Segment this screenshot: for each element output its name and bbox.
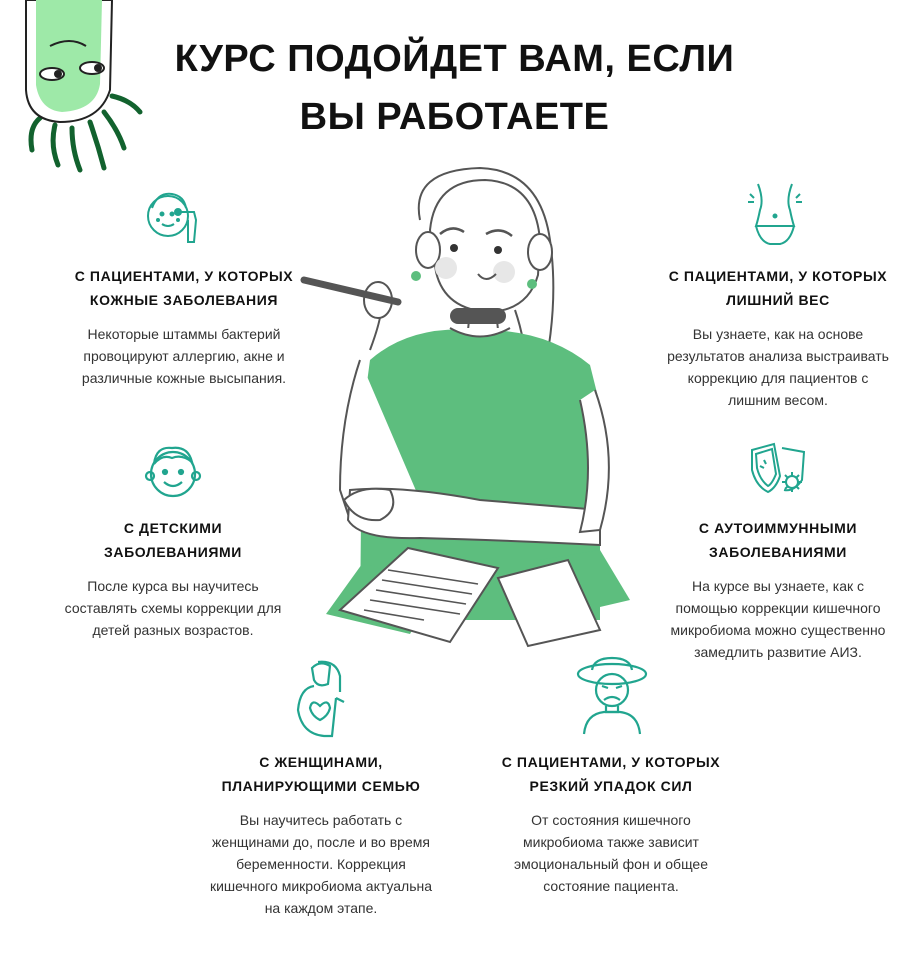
item-text-line: помощью коррекции кишечного	[675, 600, 881, 616]
child-face-icon	[142, 440, 204, 502]
item-heading-line: ПЛАНИРУЮЩИМИ СЕМЬЮ	[221, 778, 421, 794]
skin-face-icon	[142, 184, 204, 246]
item-fatigue	[466, 750, 756, 897]
item-text-line: на каждом этапе.	[264, 900, 378, 916]
item-heading-line: ЛИШНИЙ ВЕС	[726, 292, 830, 308]
item-text-line: микробиома можно существенно	[670, 622, 886, 638]
item-text-line: После курса вы научитесь	[87, 578, 259, 594]
shield-virus-icon	[746, 440, 812, 500]
item-text-line: женщинами до, после и во время	[212, 834, 430, 850]
item-heading-line: С ПАЦИЕНТАМИ, У КОТОРЫХ	[501, 754, 721, 770]
body-weight-icon	[744, 180, 806, 248]
item-text-line: составлять схемы коррекции для	[64, 600, 282, 616]
item-text-line: замедлить развитие АИЗ.	[694, 644, 862, 660]
item-text-line: детей разных возрастов.	[92, 622, 254, 638]
item-heading-line: КОЖНЫЕ ЗАБОЛЕВАНИЯ	[89, 292, 279, 308]
item-skin-diseases	[42, 264, 326, 389]
item-children-diseases	[30, 516, 316, 641]
item-heading-line: ЗАБОЛЕВАНИЯМИ	[104, 544, 242, 560]
item-text-line: микробиома также зависит	[523, 834, 699, 850]
pregnant-woman-icon	[290, 658, 350, 738]
item-heading-line: С АУТОИММУННЫМИ	[698, 520, 858, 536]
item-family-planning	[176, 750, 466, 919]
doctor-woman-illustration	[300, 160, 640, 650]
item-heading-line: С ПАЦИЕНТАМИ, У КОТОРЫХ	[74, 268, 294, 284]
item-text-line: Некоторые штаммы бактерий	[87, 326, 281, 342]
item-heading-line: С ДЕТСКИМИ	[123, 520, 223, 536]
item-text-line: различные кожные высыпания.	[81, 370, 287, 386]
item-text-line: От состояния кишечного	[531, 812, 691, 828]
item-text-line: беременности. Коррекция	[236, 856, 406, 872]
item-text-line: эмоциональный фон и общее	[513, 856, 709, 872]
item-text-line: состояние пациента.	[543, 878, 679, 894]
item-heading-line: ЗАБОЛЕВАНИЯМИ	[709, 544, 847, 560]
item-heading-line: С ЖЕНЩИНАМИ,	[259, 754, 383, 770]
item-text-line: лишним весом.	[728, 392, 828, 408]
item-text-line: провоцируют аллергию, акне и	[83, 348, 285, 364]
item-text-line: коррекцию для пациентов с	[687, 370, 869, 386]
item-text-line: результатов анализа выстраивать	[667, 348, 889, 364]
page-title-line-2: ВЫ РАБОТАЕТЕ	[299, 96, 610, 138]
item-overweight	[636, 264, 909, 411]
tired-person-icon	[574, 656, 652, 736]
item-heading-line: РЕЗКИЙ УПАДОК СИЛ	[529, 778, 693, 794]
item-text-line: Вы научитесь работать с	[239, 812, 403, 828]
page-title-line-1: КУРС ПОДОЙДЕТ ВАМ, ЕСЛИ	[174, 38, 735, 80]
item-text-line: кишечного микробиома актуальна	[209, 878, 433, 894]
item-text-line: На курсе вы узнаете, как с	[691, 578, 865, 594]
item-autoimmune	[632, 516, 909, 663]
item-text-line: Вы узнаете, как на основе	[692, 326, 864, 342]
item-heading-line: С ПАЦИЕНТАМИ, У КОТОРЫХ	[668, 268, 888, 284]
